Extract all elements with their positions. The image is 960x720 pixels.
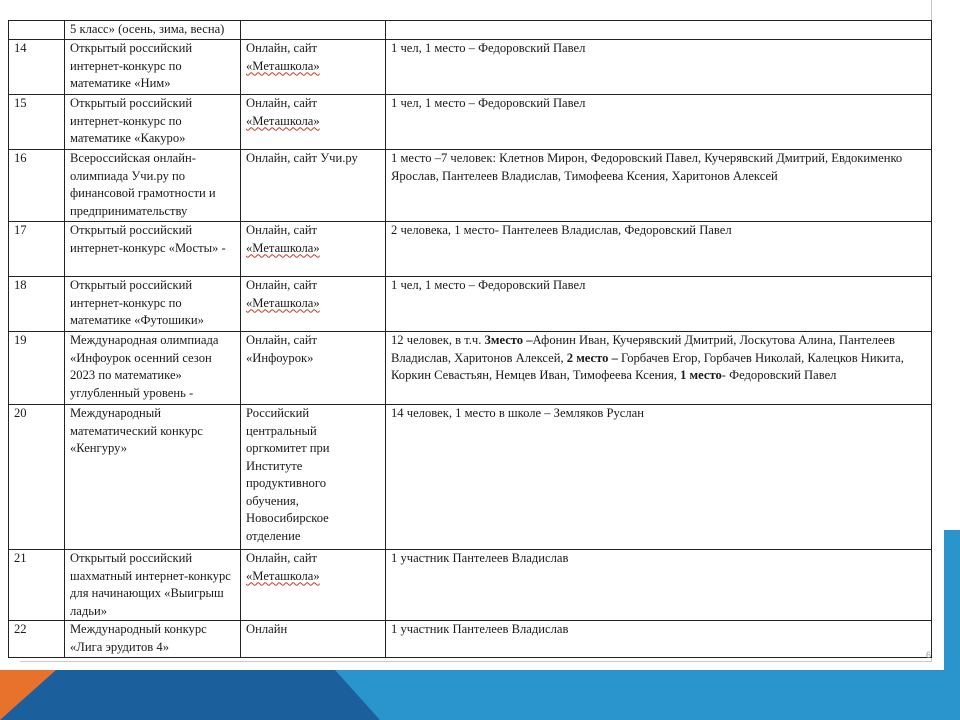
result-text: - Федоровский Павел: [721, 368, 837, 382]
venue-line: Институте: [246, 458, 303, 473]
table-row: [9, 277, 932, 332]
table-row: [9, 332, 932, 405]
footer-dark-shape: [0, 670, 380, 720]
cell-name: [65, 95, 241, 150]
cell-num: 15: [9, 95, 65, 150]
venue-line: центральный: [246, 423, 317, 438]
result-text: Афонин Иван, Кучерявский Дмитрий, Лоскутова Алина, Пантелеев Владислав, Харитонов Алексей,: [391, 333, 895, 365]
venue-line: обучения,: [246, 493, 299, 508]
venue-line: Онлайн, сайт: [246, 41, 318, 55]
cell-name: Международная олимпиада «Инфоурок осенний сезон 2023 по математике» углубленный уровень -: [65, 332, 241, 405]
venue-line: Российский: [246, 406, 310, 420]
cell-venue: [241, 277, 386, 332]
cell-name: 5 класс» (осень, зима, весна): [65, 21, 241, 40]
venue-line: отделение: [246, 528, 301, 543]
cell-result: 1 чел, 1 место – Федоровский Павел: [386, 95, 932, 150]
cell-result: 1 участник Пантелеев Владислав: [386, 550, 932, 621]
cell-venue: [241, 405, 386, 550]
table-row-continued: [9, 21, 932, 40]
cell-venue: [241, 222, 386, 277]
cell-name: Международный конкурс «Лига эрудитов 4»: [65, 621, 241, 658]
cell-result: 1 чел, 1 место – Федоровский Павел: [386, 40, 932, 95]
venue-line: Онлайн: [246, 622, 288, 636]
results-table: [8, 20, 932, 658]
cell-num: 14: [9, 40, 65, 95]
cell-num: 19: [9, 332, 65, 405]
cell-name: [65, 40, 241, 95]
side-accent-bar: [944, 530, 960, 670]
result-text: Горбачев Егор, Горбачев Николай, Калецков Никита, Коркин Севастьян, Немцев Иван, Тимофеева Ксения,: [391, 350, 904, 382]
table-row: [9, 40, 932, 95]
venue-line: Онлайн, сайт: [246, 223, 318, 237]
competition-name: Открытый российский интернет-конкурс по математике «Ним»: [70, 41, 193, 90]
cell-result: 1 участник Пантелеев Владислав: [386, 621, 932, 658]
cell-name: Международный математический конкурс «Кенгуру»: [65, 405, 241, 550]
cell-name: Открытый российский интернет-конкурс «Мосты» -: [65, 222, 241, 277]
cell-num: [9, 21, 65, 40]
cell-name: Открытый российский шахматный интернет-конкурс для начинающих «Выигрыш ладьи»: [65, 550, 241, 621]
cell-result: 14 человек, 1 место в школе – Земляков Руслан: [386, 405, 932, 550]
venue-line: «Инфоурок»: [246, 350, 314, 365]
venue-line: Онлайн, сайт: [246, 278, 318, 292]
table-row: [9, 95, 932, 150]
cell-num: 17: [9, 222, 65, 277]
competition-name: Открытый российский интернет-конкурс по математике «Какуро»: [70, 96, 193, 145]
place-label: 3место –: [481, 333, 533, 347]
cell-venue: [241, 95, 386, 150]
cell-num: 21: [9, 550, 65, 621]
venue-line: оргкомитет при: [246, 441, 330, 455]
result-text: 12 человек, в т.ч.: [391, 333, 482, 347]
page-number: 6: [926, 650, 932, 660]
venue-line: «Меташкола»: [246, 113, 320, 128]
cell-venue: [241, 332, 386, 405]
cell-name: Открытый российский интернет-конкурс по математике «Футошики»: [65, 277, 241, 332]
venue-line: «Меташкола»: [246, 58, 320, 73]
table-row: [9, 150, 932, 222]
cell-num: 20: [9, 405, 65, 550]
cell-result: 2 человека, 1 место- Пантелеев Владислав, Федоровский Павел: [386, 222, 932, 277]
table-row: [9, 550, 932, 621]
venue-line: Онлайн, сайт Учи.ру: [246, 151, 358, 165]
cell-venue: [241, 40, 386, 95]
cell-venue: [241, 150, 386, 222]
venue-line: Онлайн, сайт: [246, 96, 318, 110]
cell-venue: [241, 621, 386, 658]
venue-line: продуктивного: [246, 476, 327, 490]
cell-num: 18: [9, 277, 65, 332]
cell-venue: [241, 21, 386, 40]
venue-line: Онлайн, сайт: [246, 551, 318, 565]
place-label: 1 место: [680, 368, 722, 382]
place-label: 2 место –: [566, 350, 618, 365]
cell-result: [386, 21, 932, 40]
cell-name: Всероссийская онлайн-олимпиада Учи.ру по финансовой грамотности и предпринимательству: [65, 150, 241, 222]
cell-venue: [241, 550, 386, 621]
venue-line: Новосибирское: [246, 511, 329, 525]
cell-result: [386, 332, 932, 405]
venue-line: «Меташкола»: [246, 568, 320, 583]
table-row: [9, 405, 932, 550]
venue-line: Онлайн, сайт: [246, 333, 318, 347]
cell-num: 16: [9, 150, 65, 222]
table-row: [9, 222, 932, 277]
cell-num: 22: [9, 621, 65, 658]
cell-result: 1 место –7 человек: Клетнов Мирон, Федоровский Павел, Кучерявский Дмитрий, Евдокименко Ярослав, Пантелеев Владислав, Тимофеева Ксения, Харитонов Алексей: [386, 150, 932, 222]
cell-result: 1 чел, 1 место – Федоровский Павел: [386, 277, 932, 332]
venue-line: «Меташкола»: [246, 240, 320, 255]
table-row: [9, 621, 932, 658]
venue-line: «Меташкола»: [246, 295, 320, 310]
